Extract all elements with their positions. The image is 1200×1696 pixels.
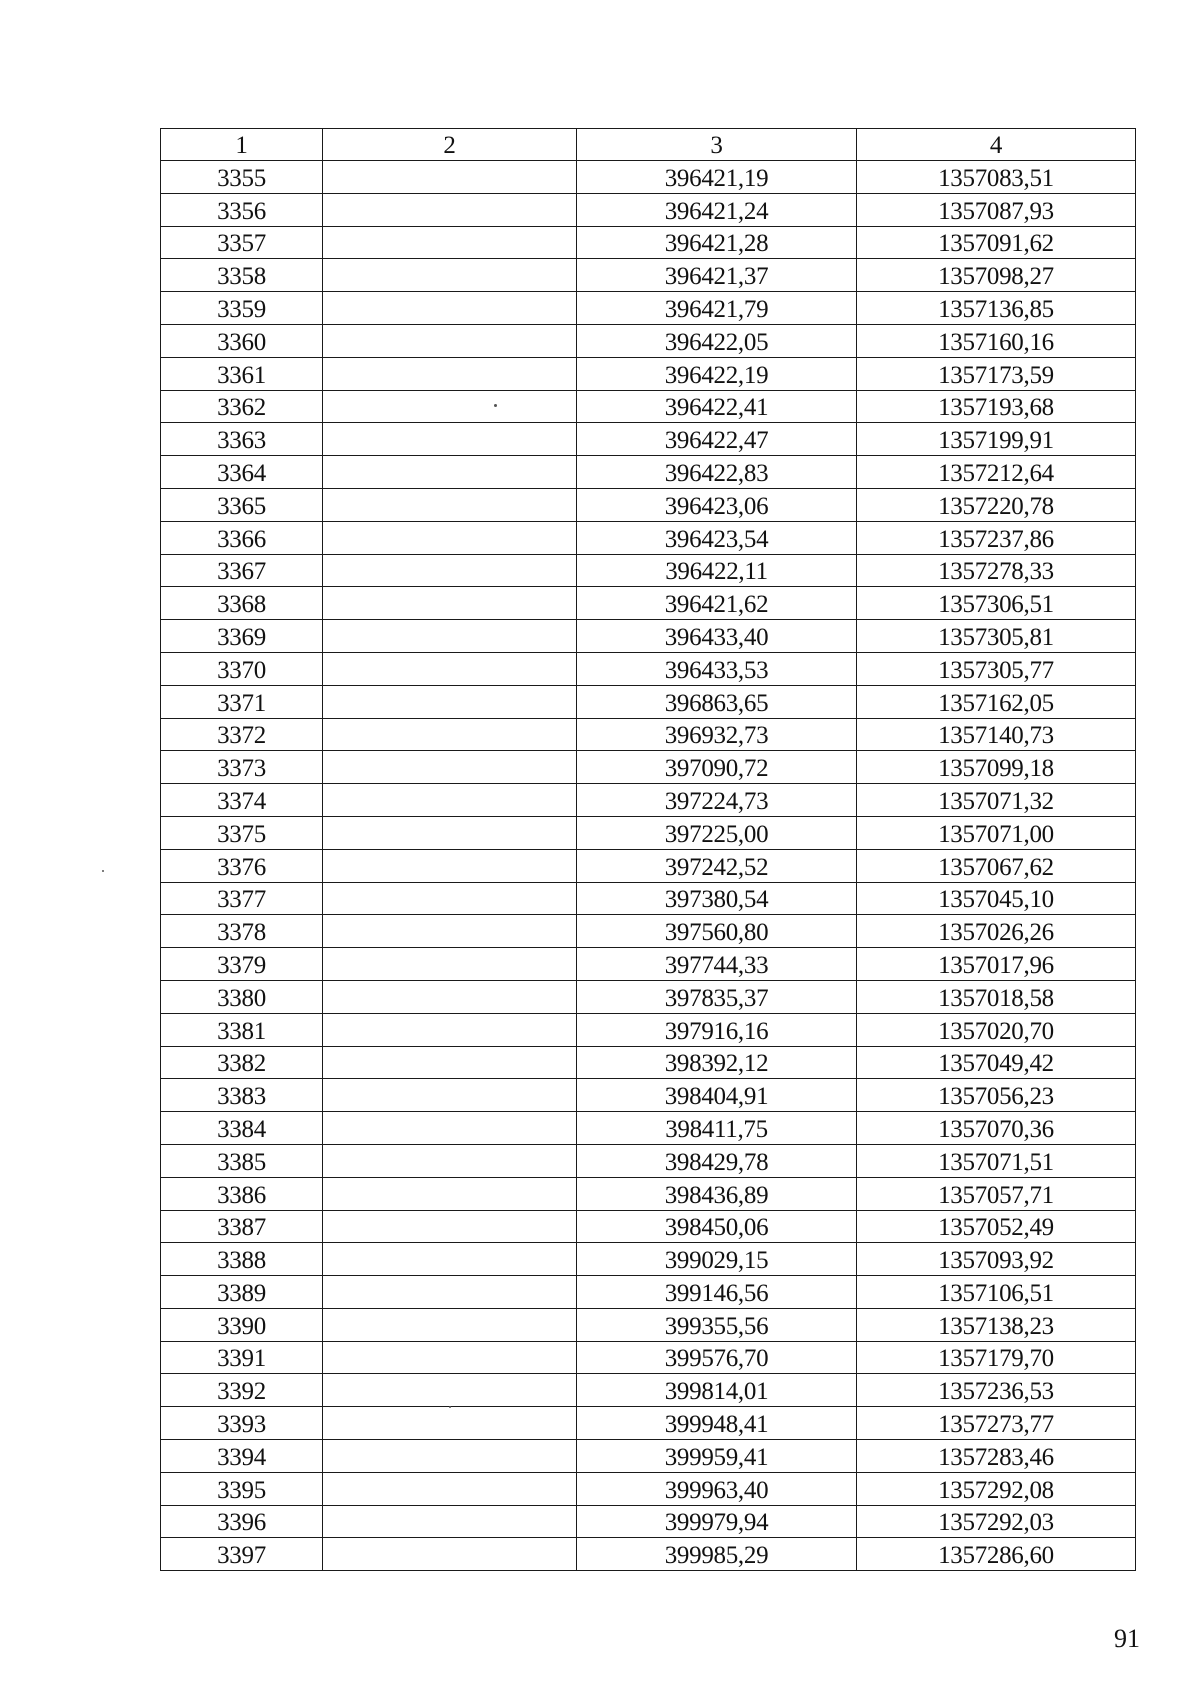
x-coordinate-cell: 396422,11	[577, 554, 857, 587]
scan-speck	[102, 870, 104, 872]
x-coordinate-cell: 399985,29	[577, 1538, 857, 1571]
table-row	[161, 390, 1136, 423]
table-row	[161, 521, 1136, 554]
table-row	[161, 948, 1136, 981]
table-row	[161, 1144, 1136, 1177]
y-coordinate-cell: 1357071,32	[857, 784, 1136, 817]
point-number-cell: 3373	[161, 751, 323, 784]
point-number-cell: 3393	[161, 1407, 323, 1440]
x-coordinate-cell: 399979,94	[577, 1505, 857, 1538]
y-coordinate-cell: 1357071,51	[857, 1144, 1136, 1177]
x-coordinate-cell: 397242,52	[577, 849, 857, 882]
y-coordinate-cell: 1357056,23	[857, 1079, 1136, 1112]
x-coordinate-cell: 396421,79	[577, 292, 857, 325]
empty-cell	[323, 456, 577, 489]
point-number-cell: 3397	[161, 1538, 323, 1571]
y-coordinate-cell: 1357083,51	[857, 161, 1136, 194]
x-coordinate-cell: 396421,37	[577, 259, 857, 292]
x-coordinate-cell: 399814,01	[577, 1374, 857, 1407]
empty-cell	[323, 259, 577, 292]
scan-speck	[449, 1406, 451, 1408]
empty-cell	[323, 521, 577, 554]
point-number-cell: 3374	[161, 784, 323, 817]
table-row	[161, 882, 1136, 915]
point-number-cell: 3372	[161, 718, 323, 751]
point-number-cell: 3377	[161, 882, 323, 915]
x-coordinate-cell: 396422,19	[577, 357, 857, 390]
y-coordinate-cell: 1357236,53	[857, 1374, 1136, 1407]
empty-cell	[323, 226, 577, 259]
table-row	[161, 488, 1136, 521]
point-number-cell: 3364	[161, 456, 323, 489]
table-row	[161, 652, 1136, 685]
point-number-cell: 3371	[161, 685, 323, 718]
column-header-1: 1	[161, 129, 323, 161]
empty-cell	[323, 1308, 577, 1341]
empty-cell	[323, 882, 577, 915]
x-coordinate-cell: 396423,54	[577, 521, 857, 554]
x-coordinate-cell: 396422,05	[577, 324, 857, 357]
empty-cell	[323, 390, 577, 423]
y-coordinate-cell: 1357045,10	[857, 882, 1136, 915]
point-number-cell: 3361	[161, 357, 323, 390]
point-number-cell: 3381	[161, 1013, 323, 1046]
x-coordinate-cell: 397916,16	[577, 1013, 857, 1046]
table-row	[161, 423, 1136, 456]
point-number-cell: 3368	[161, 587, 323, 620]
table-row	[161, 784, 1136, 817]
empty-cell	[323, 1505, 577, 1538]
table-row	[161, 1407, 1136, 1440]
x-coordinate-cell: 398411,75	[577, 1112, 857, 1145]
table-row	[161, 915, 1136, 948]
x-coordinate-cell: 399355,56	[577, 1308, 857, 1341]
table-row	[161, 226, 1136, 259]
empty-cell	[323, 292, 577, 325]
table-row	[161, 357, 1136, 390]
x-coordinate-cell: 396421,24	[577, 193, 857, 226]
y-coordinate-cell: 1357067,62	[857, 849, 1136, 882]
y-coordinate-cell: 1357199,91	[857, 423, 1136, 456]
empty-cell	[323, 816, 577, 849]
empty-cell	[323, 784, 577, 817]
column-header-3: 3	[577, 129, 857, 161]
empty-cell	[323, 1013, 577, 1046]
point-number-cell: 3366	[161, 521, 323, 554]
table-row	[161, 1079, 1136, 1112]
point-number-cell: 3390	[161, 1308, 323, 1341]
table-row	[161, 620, 1136, 653]
point-number-cell: 3362	[161, 390, 323, 423]
empty-cell	[323, 587, 577, 620]
point-number-cell: 3396	[161, 1505, 323, 1538]
empty-cell	[323, 652, 577, 685]
y-coordinate-cell: 1357278,33	[857, 554, 1136, 587]
x-coordinate-cell: 398436,89	[577, 1177, 857, 1210]
x-coordinate-cell: 398392,12	[577, 1046, 857, 1079]
table-row	[161, 980, 1136, 1013]
empty-cell	[323, 1341, 577, 1374]
x-coordinate-cell: 397225,00	[577, 816, 857, 849]
point-number-cell: 3365	[161, 488, 323, 521]
point-number-cell: 3386	[161, 1177, 323, 1210]
table-row	[161, 849, 1136, 882]
table-row	[161, 1505, 1136, 1538]
x-coordinate-cell: 397835,37	[577, 980, 857, 1013]
table-row	[161, 1374, 1136, 1407]
table-row	[161, 259, 1136, 292]
y-coordinate-cell: 1357020,70	[857, 1013, 1136, 1046]
table-row	[161, 456, 1136, 489]
point-number-cell: 3394	[161, 1440, 323, 1473]
point-number-cell: 3375	[161, 816, 323, 849]
table-row	[161, 1472, 1136, 1505]
empty-cell	[323, 948, 577, 981]
point-number-cell: 3360	[161, 324, 323, 357]
y-coordinate-cell: 1357093,92	[857, 1243, 1136, 1276]
table-row	[161, 1177, 1136, 1210]
y-coordinate-cell: 1357193,68	[857, 390, 1136, 423]
table-row	[161, 554, 1136, 587]
x-coordinate-cell: 399959,41	[577, 1440, 857, 1473]
table-row	[161, 685, 1136, 718]
coordinates-table	[160, 128, 1136, 1571]
header-row	[161, 129, 1136, 161]
empty-cell	[323, 324, 577, 357]
x-coordinate-cell: 398404,91	[577, 1079, 857, 1112]
x-coordinate-cell: 396422,47	[577, 423, 857, 456]
point-number-cell: 3356	[161, 193, 323, 226]
empty-cell	[323, 1243, 577, 1276]
empty-cell	[323, 1112, 577, 1145]
y-coordinate-cell: 1357173,59	[857, 357, 1136, 390]
point-number-cell: 3382	[161, 1046, 323, 1079]
point-number-cell: 3359	[161, 292, 323, 325]
point-number-cell: 3379	[161, 948, 323, 981]
empty-cell	[323, 193, 577, 226]
point-number-cell: 3363	[161, 423, 323, 456]
y-coordinate-cell: 1357049,42	[857, 1046, 1136, 1079]
point-number-cell: 3383	[161, 1079, 323, 1112]
x-coordinate-cell: 396422,83	[577, 456, 857, 489]
y-coordinate-cell: 1357091,62	[857, 226, 1136, 259]
table-row	[161, 193, 1136, 226]
x-coordinate-cell: 398429,78	[577, 1144, 857, 1177]
x-coordinate-cell: 396421,28	[577, 226, 857, 259]
point-number-cell: 3385	[161, 1144, 323, 1177]
empty-cell	[323, 1407, 577, 1440]
x-coordinate-cell: 396421,19	[577, 161, 857, 194]
y-coordinate-cell: 1357071,00	[857, 816, 1136, 849]
table-header	[161, 129, 1136, 161]
table-row	[161, 1046, 1136, 1079]
y-coordinate-cell: 1357018,58	[857, 980, 1136, 1013]
x-coordinate-cell: 399029,15	[577, 1243, 857, 1276]
empty-cell	[323, 1440, 577, 1473]
point-number-cell: 3357	[161, 226, 323, 259]
table-row	[161, 292, 1136, 325]
y-coordinate-cell: 1357237,86	[857, 521, 1136, 554]
x-coordinate-cell: 398450,06	[577, 1210, 857, 1243]
x-coordinate-cell: 396433,40	[577, 620, 857, 653]
empty-cell	[323, 488, 577, 521]
y-coordinate-cell: 1357026,26	[857, 915, 1136, 948]
column-header-4: 4	[857, 129, 1136, 161]
x-coordinate-cell: 397224,73	[577, 784, 857, 817]
point-number-cell: 3389	[161, 1276, 323, 1309]
empty-cell	[323, 1472, 577, 1505]
y-coordinate-cell: 1357070,36	[857, 1112, 1136, 1145]
point-number-cell: 3384	[161, 1112, 323, 1145]
empty-cell	[323, 1046, 577, 1079]
table-row	[161, 1013, 1136, 1046]
y-coordinate-cell: 1357292,08	[857, 1472, 1136, 1505]
x-coordinate-cell: 399963,40	[577, 1472, 857, 1505]
point-number-cell: 3355	[161, 161, 323, 194]
empty-cell	[323, 1538, 577, 1571]
y-coordinate-cell: 1357098,27	[857, 259, 1136, 292]
point-number-cell: 3388	[161, 1243, 323, 1276]
point-number-cell: 3376	[161, 849, 323, 882]
x-coordinate-cell: 399948,41	[577, 1407, 857, 1440]
table-row	[161, 1243, 1136, 1276]
empty-cell	[323, 161, 577, 194]
y-coordinate-cell: 1357220,78	[857, 488, 1136, 521]
table-row	[161, 1341, 1136, 1374]
table-row	[161, 324, 1136, 357]
y-coordinate-cell: 1357140,73	[857, 718, 1136, 751]
empty-cell	[323, 357, 577, 390]
point-number-cell: 3378	[161, 915, 323, 948]
point-number-cell: 3358	[161, 259, 323, 292]
table-body	[161, 161, 1136, 1571]
point-number-cell: 3380	[161, 980, 323, 1013]
empty-cell	[323, 980, 577, 1013]
table-row	[161, 587, 1136, 620]
table-row	[161, 1538, 1136, 1571]
scan-speck	[494, 404, 497, 407]
y-coordinate-cell: 1357306,51	[857, 587, 1136, 620]
x-coordinate-cell: 397380,54	[577, 882, 857, 915]
x-coordinate-cell: 399146,56	[577, 1276, 857, 1309]
y-coordinate-cell: 1357057,71	[857, 1177, 1136, 1210]
x-coordinate-cell: 396433,53	[577, 652, 857, 685]
empty-cell	[323, 1144, 577, 1177]
empty-cell	[323, 1374, 577, 1407]
y-coordinate-cell: 1357162,05	[857, 685, 1136, 718]
y-coordinate-cell: 1357160,16	[857, 324, 1136, 357]
y-coordinate-cell: 1357292,03	[857, 1505, 1136, 1538]
y-coordinate-cell: 1357017,96	[857, 948, 1136, 981]
empty-cell	[323, 1079, 577, 1112]
y-coordinate-cell: 1357286,60	[857, 1538, 1136, 1571]
x-coordinate-cell: 397560,80	[577, 915, 857, 948]
empty-cell	[323, 915, 577, 948]
point-number-cell: 3395	[161, 1472, 323, 1505]
x-coordinate-cell: 396932,73	[577, 718, 857, 751]
x-coordinate-cell: 396863,65	[577, 685, 857, 718]
x-coordinate-cell: 397090,72	[577, 751, 857, 784]
y-coordinate-cell: 1357136,85	[857, 292, 1136, 325]
point-number-cell: 3387	[161, 1210, 323, 1243]
x-coordinate-cell: 399576,70	[577, 1341, 857, 1374]
x-coordinate-cell: 396421,62	[577, 587, 857, 620]
x-coordinate-cell: 396422,41	[577, 390, 857, 423]
point-number-cell: 3391	[161, 1341, 323, 1374]
table-row	[161, 751, 1136, 784]
empty-cell	[323, 423, 577, 456]
page-number: 91	[1114, 1624, 1140, 1653]
y-coordinate-cell: 1357283,46	[857, 1440, 1136, 1473]
table-row	[161, 1276, 1136, 1309]
x-coordinate-cell: 397744,33	[577, 948, 857, 981]
y-coordinate-cell: 1357305,81	[857, 620, 1136, 653]
point-number-cell: 3369	[161, 620, 323, 653]
y-coordinate-cell: 1357052,49	[857, 1210, 1136, 1243]
empty-cell	[323, 751, 577, 784]
y-coordinate-cell: 1357212,64	[857, 456, 1136, 489]
table-row	[161, 161, 1136, 194]
point-number-cell: 3367	[161, 554, 323, 587]
empty-cell	[323, 1177, 577, 1210]
table-row	[161, 1210, 1136, 1243]
table-row	[161, 816, 1136, 849]
column-header-2: 2	[323, 129, 577, 161]
y-coordinate-cell: 1357138,23	[857, 1308, 1136, 1341]
empty-cell	[323, 718, 577, 751]
empty-cell	[323, 849, 577, 882]
empty-cell	[323, 685, 577, 718]
y-coordinate-cell: 1357087,93	[857, 193, 1136, 226]
empty-cell	[323, 620, 577, 653]
x-coordinate-cell: 396423,06	[577, 488, 857, 521]
point-number-cell: 3392	[161, 1374, 323, 1407]
table-row	[161, 718, 1136, 751]
y-coordinate-cell: 1357179,70	[857, 1341, 1136, 1374]
table-row	[161, 1308, 1136, 1341]
point-number-cell: 3370	[161, 652, 323, 685]
empty-cell	[323, 1276, 577, 1309]
y-coordinate-cell: 1357273,77	[857, 1407, 1136, 1440]
table-row	[161, 1440, 1136, 1473]
empty-cell	[323, 554, 577, 587]
y-coordinate-cell: 1357106,51	[857, 1276, 1136, 1309]
y-coordinate-cell: 1357305,77	[857, 652, 1136, 685]
empty-cell	[323, 1210, 577, 1243]
table-row	[161, 1112, 1136, 1145]
y-coordinate-cell: 1357099,18	[857, 751, 1136, 784]
